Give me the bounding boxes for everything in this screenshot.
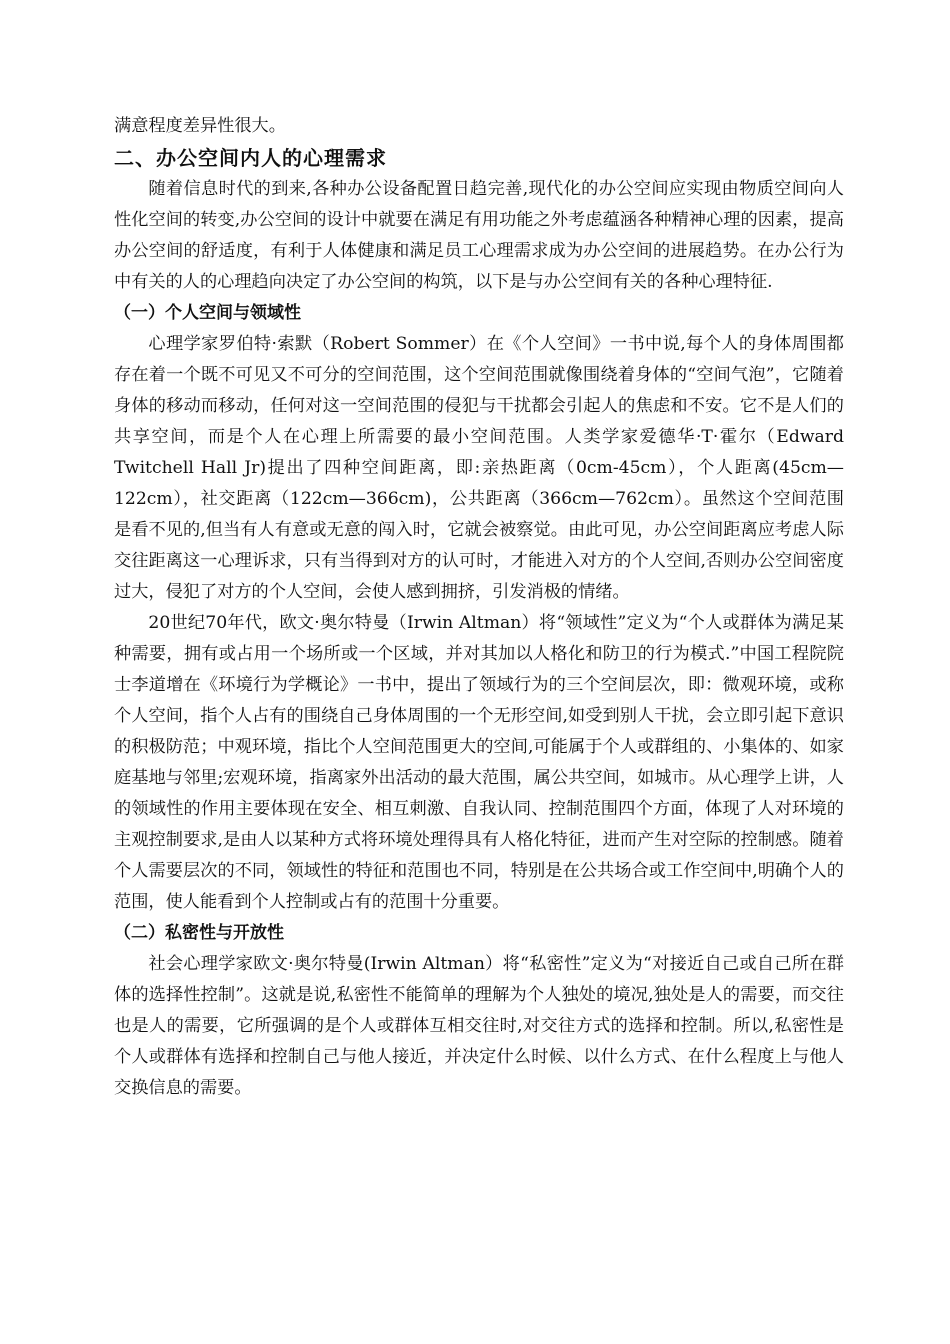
subsection-heading-privacy: （二）私密性与开放性 (114, 923, 284, 943)
subsection-heading-personal-space: （一）个人空间与领域性 (114, 303, 301, 323)
personal-space-paragraph: 心理学家罗伯特·索默（Robert Sommer）在《个人空间》一书中说,每个人的身体周围都存在着一个既不可见又不可分的空间范围，这个空间范围就像围绕着身体的“空间气泡”，它随着身体的移动而移动，任何对这一空间范围的侵犯与干扰都会引起人的焦虑和不安。它不是人们的共享空间，而是个人在心理上所需要的最小空间范围。人类学家爱德华·T·霍尔（Edward Twitchell Hall Jr)提出了四种空间距离，即:亲热距离（0cm-45cm），个人距离(45cm—122cm），社交距离（122cm—366cm)，公共距离（366cm—762cm）。虽然这个空间范围是看不见的,但当有人有意或无意的闯入时，它就会被察觉。由此可见，办公空间距离应考虑人际交往距离这一心理诉求，只有当得到对方的认可时，才能进入对方的个人空间,否则办公空间密度过大，侵犯了对方的个人空间，会使人感到拥挤，引发消极的情绪。 (114, 334, 844, 602)
territoriality-paragraph: 20世纪70年代，欧文·奥尔特曼（Irwin Altman）将“领域性”定义为“个人或群体为满足某种需要，拥有或占用一个场所或一个区域，并对其加以人格化和防卫的行为模式.”中国工程院院士李道增在《环境行为学概论》一书中，提出了领域行为的三个空间层次，即：微观环境，或称个人空间，指个人占有的围绕自己身体周围的一个无形空间,如受到别人干扰，会立即引起下意识的积极防范；中观环境，指比个人空间范围更大的空间,可能属于个人或群组的、小集体的、如家庭基地与邻里;宏观环境，指离家外出活动的最大范围，属公共空间，如城市。从心理学上讲，人的领域性的作用主要体现在安全、相互刺激、自我认同、控制范围四个方面，体现了人对环境的主观控制要求,是由人以某种方式将环境处理得具有人格化特征，进而产生对空际的控制感。随着个人需要层次的不同，领域性的特征和范围也不同，特别是在公共场合或工作空间中,明确个人的范围，使人能看到个人控制或占有的范围十分重要。 (114, 613, 844, 912)
continuation-text: 满意程度差异性很大。 (114, 116, 286, 136)
privacy-paragraph: 社会心理学家欧文·奥尔特曼(Irwin Altman）将“私密性”定义为“对接近自己或自己所在群体的选择性控制”。这就是说,私密性不能简单的理解为个人独处的境况,独处是人的需要，而交往也是人的需要，它所强调的是个人或群体互相交往时,对交往方式的选择和控制。所以,私密性是个人或群体有选择和控制自己与他人接近，并决定什么时候、以什么方式、在什么程度上与他人交换信息的需要。 (114, 954, 844, 1098)
section-heading: 二、办公空间内人的心理需求 (114, 146, 387, 170)
intro-paragraph: 随着信息时代的到来,各种办公设备配置日趋完善,现代化的办公空间应实现由物质空间向人性化空间的转变,办公空间的设计中就要在满足有用功能之外考虑蕴涵各种精神心理的因素，提高办公空间的舒适度，有利于人体健康和满足员工心理需求成为办公空间的进展趋势。在办公行为中有关的人的心理趋向决定了办公空间的构筑，以下是与办公空间有关的各种心理特征. (114, 179, 844, 292)
document-body (114, 111, 844, 1104)
